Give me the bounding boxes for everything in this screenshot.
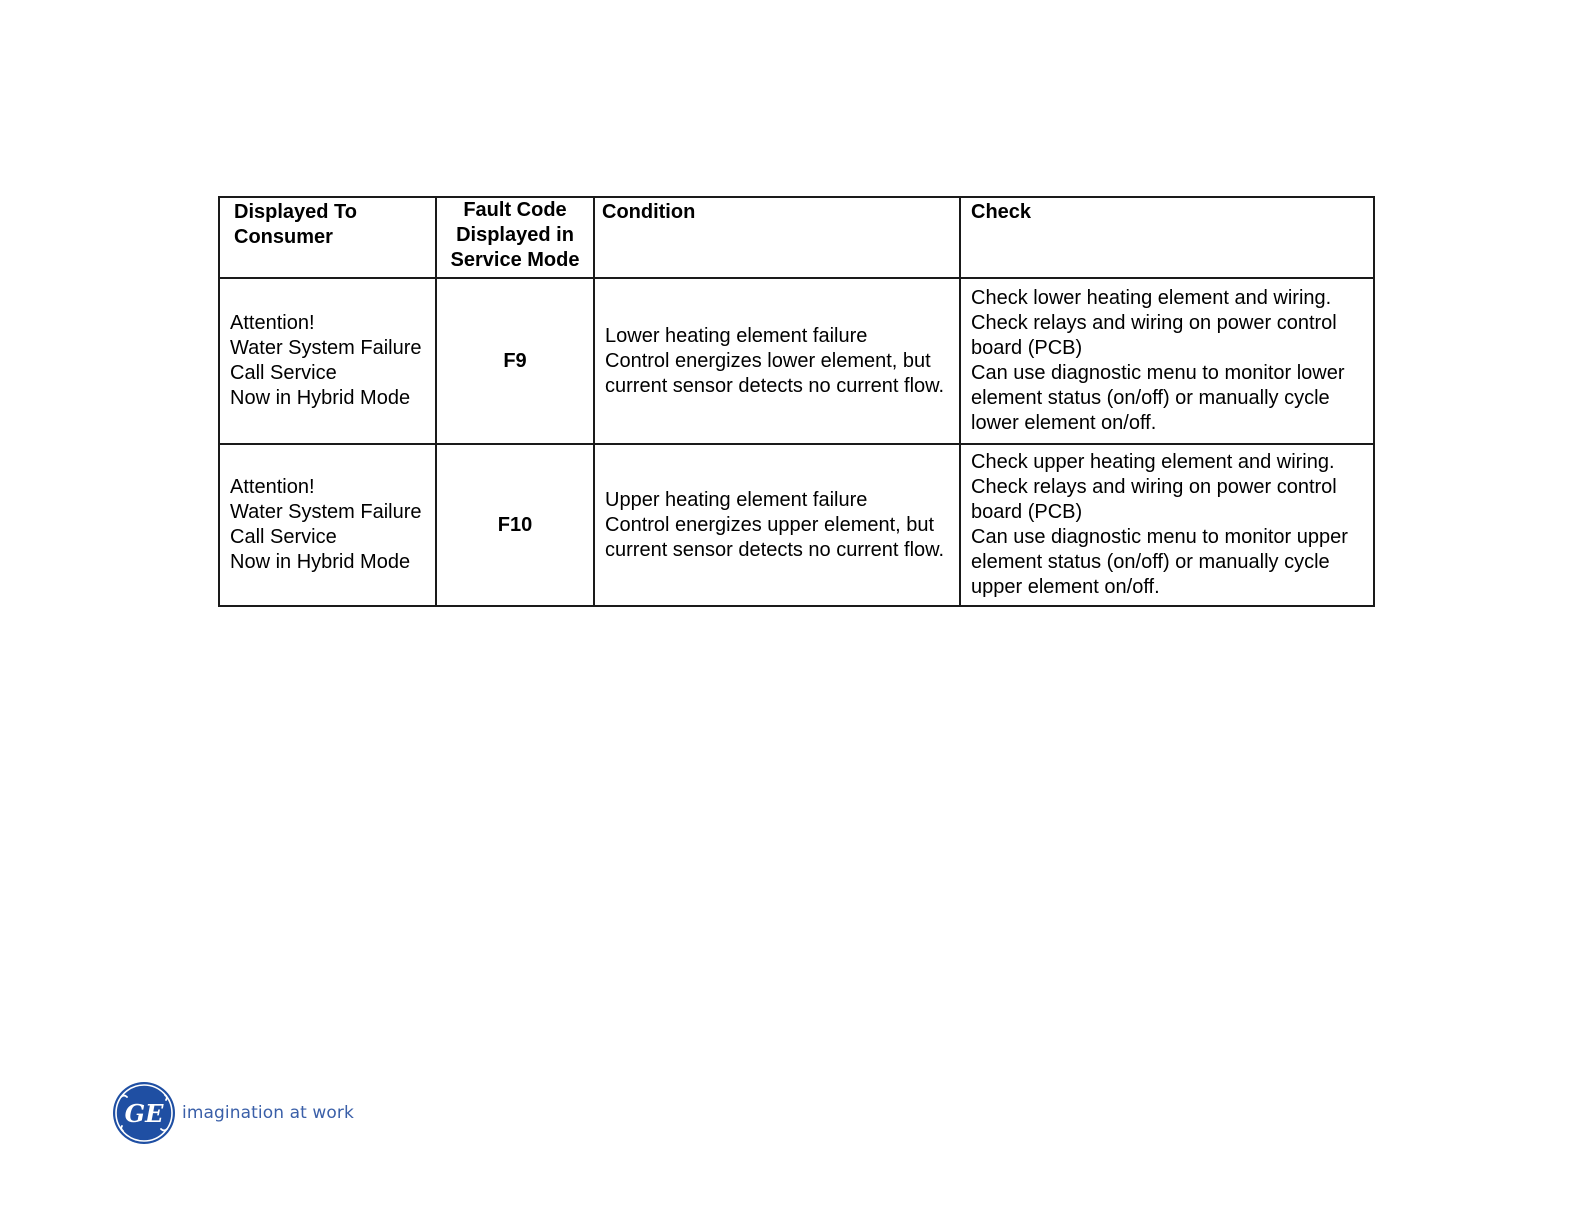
consumer-message-cell: Attention! Water System Failure Call Service Now in Hybrid Mode <box>219 444 436 606</box>
check-cell: Check upper heating element and wiring. Check relays and wiring on power control board (PCB) Can use diagnostic menu to monitor upper element status (on/off) or manually cycle upper element on/off. <box>960 444 1374 606</box>
fault-code-cell: F9 <box>436 278 594 444</box>
header-displayed-to-consumer: Displayed To Consumer <box>219 197 436 278</box>
logo-monogram-text: GE <box>124 1099 164 1128</box>
header-fault-code: Fault Code Displayed in Service Mode <box>436 197 594 278</box>
ge-monogram-icon <box>112 1081 176 1145</box>
header-check: Check <box>960 197 1374 278</box>
tagline: imagination at work <box>182 1103 354 1123</box>
fault-code-cell: F10 <box>436 444 594 606</box>
header-condition: Condition <box>594 197 960 278</box>
ge-logo <box>112 1081 354 1145</box>
condition-cell: Upper heating element failure Control energizes upper element, but current sensor detects no current flow. <box>594 444 960 606</box>
condition-cell: Lower heating element failure Control energizes lower element, but current sensor detects no current flow. <box>594 278 960 444</box>
table-row <box>219 444 1374 606</box>
consumer-message-cell: Attention! Water System Failure Call Service Now in Hybrid Mode <box>219 278 436 444</box>
fault-code-table <box>218 196 1375 607</box>
table-row <box>219 278 1374 444</box>
table-header-row <box>219 197 1374 278</box>
check-cell: Check lower heating element and wiring. Check relays and wiring on power control board (PCB) Can use diagnostic menu to monitor lower element status (on/off) or manually cycle lower element on/off. <box>960 278 1374 444</box>
